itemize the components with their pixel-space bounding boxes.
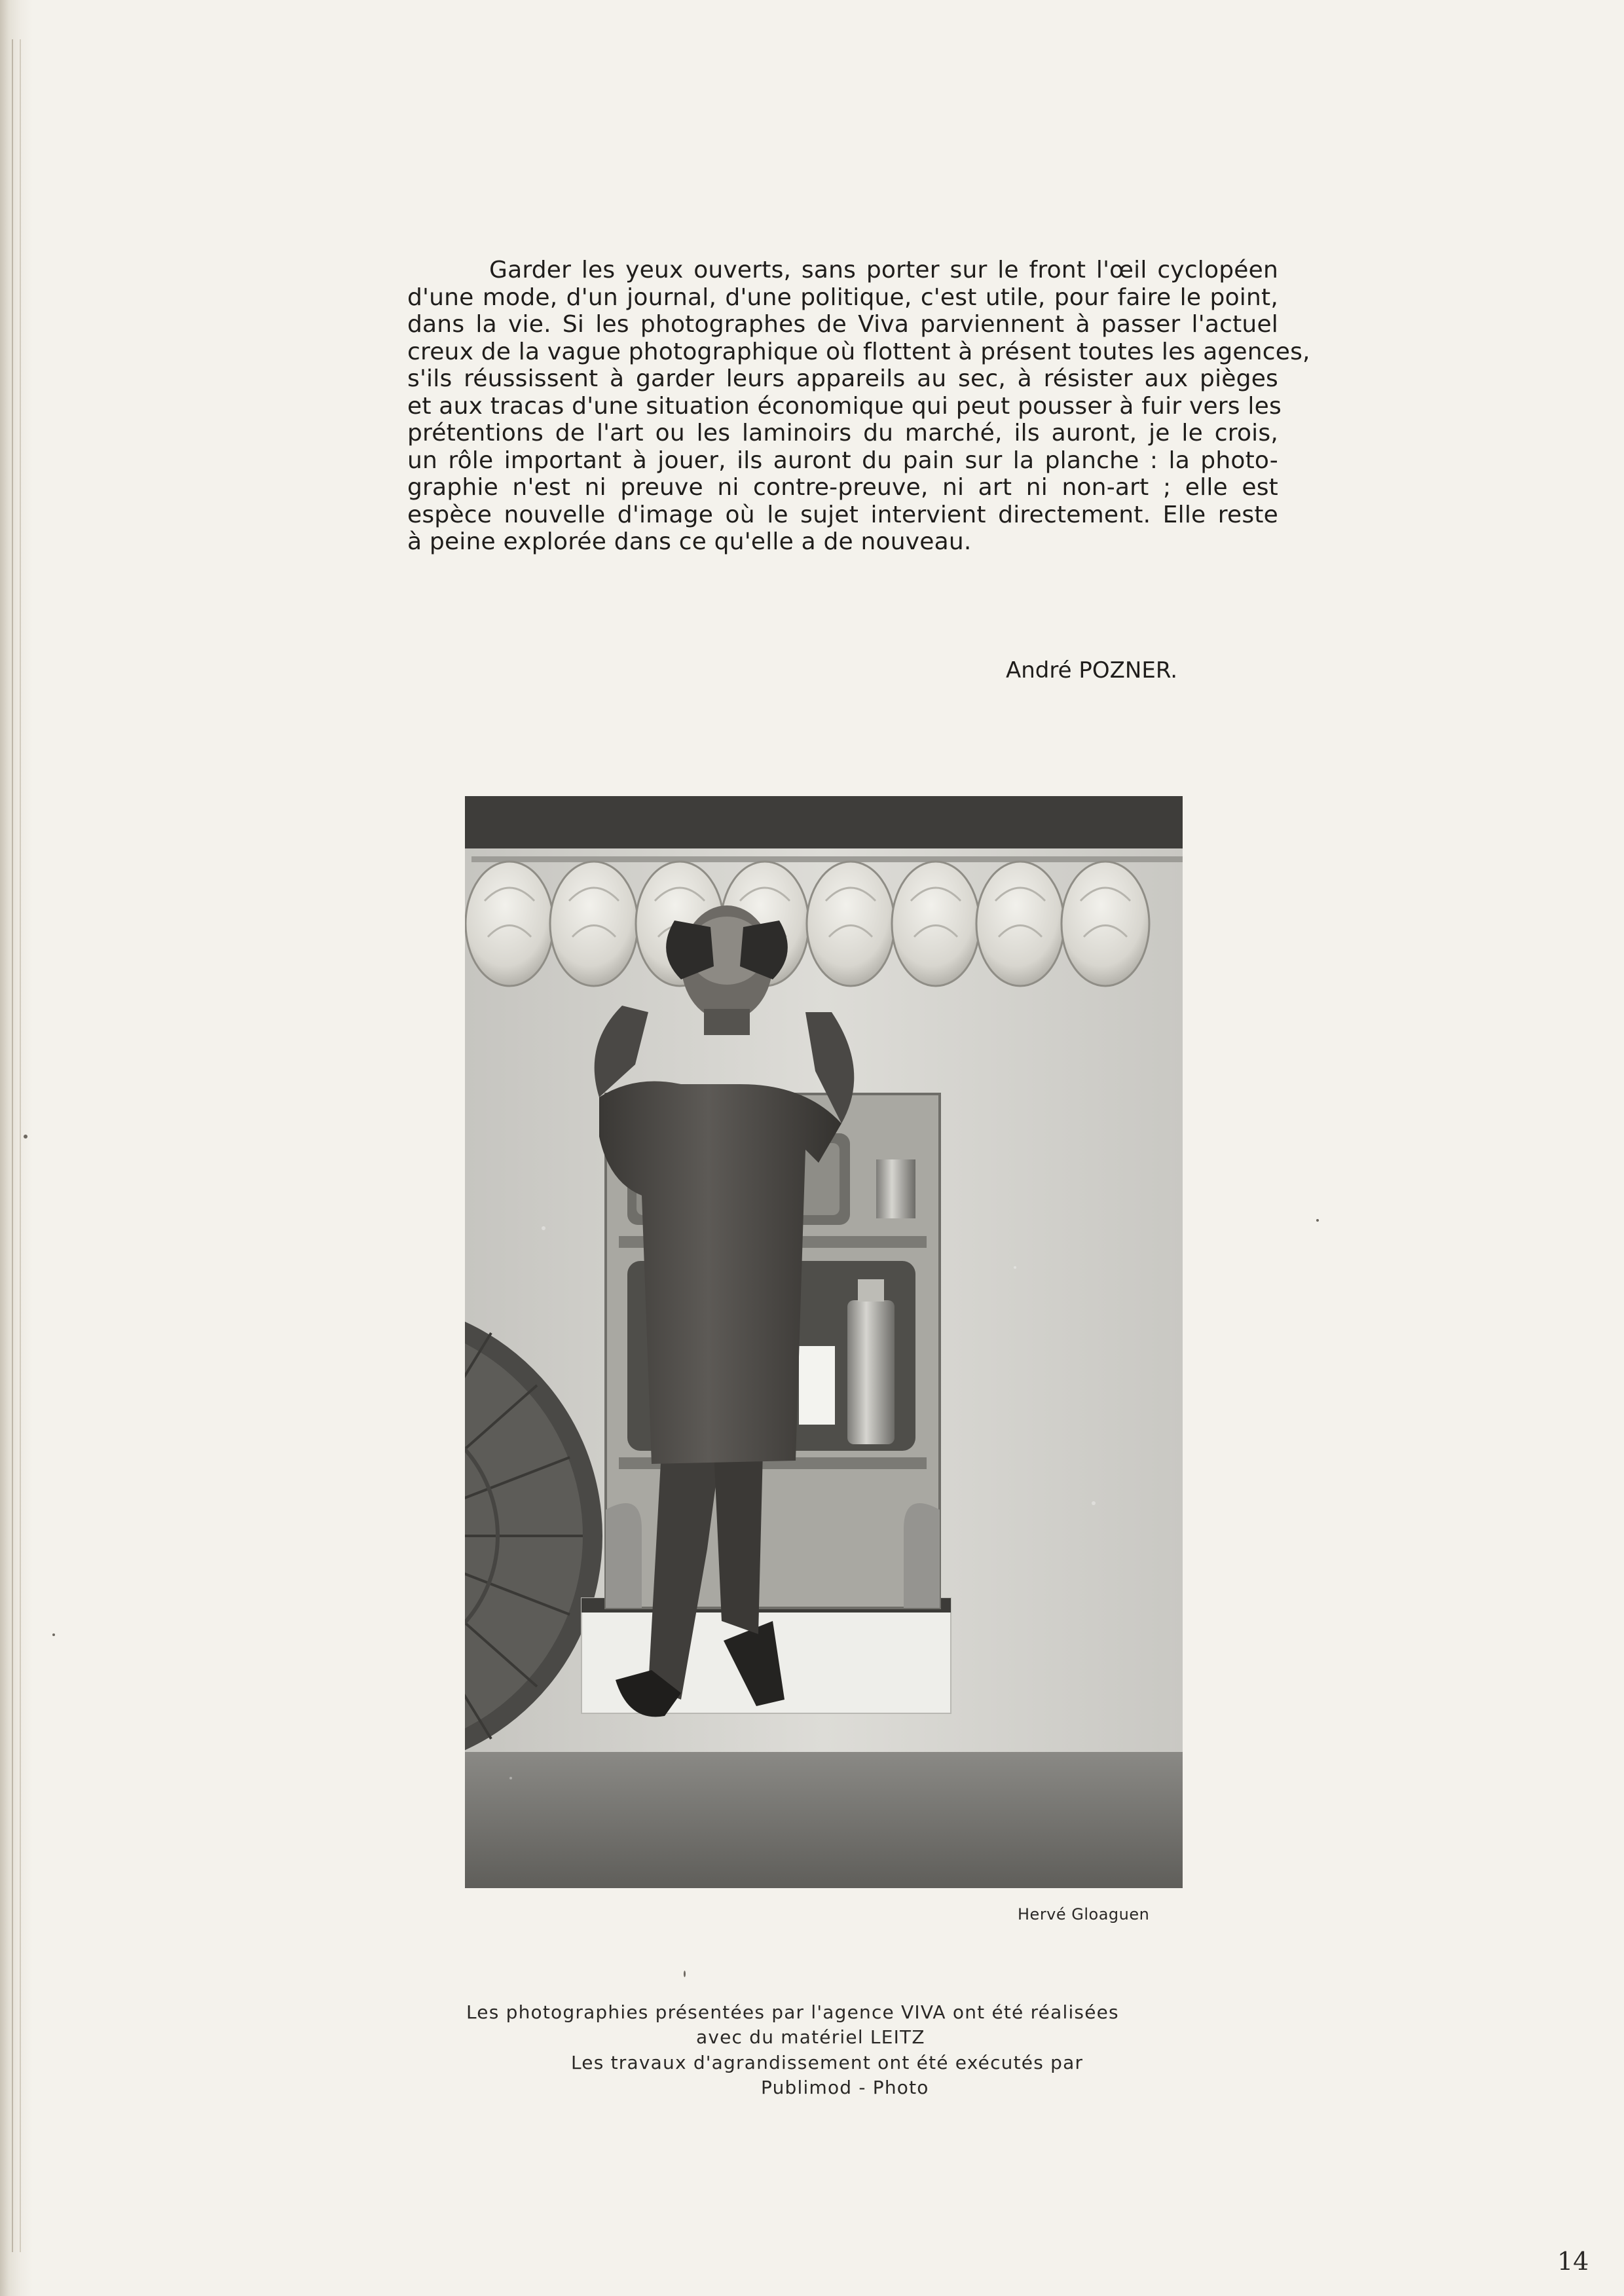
- paragraph-line: Garder les yeux ouverts, sans porter sur le front l'œil cyclopéen: [489, 257, 1278, 283]
- paragraph-line: graphie n'est ni preuve ni contre-preuve, ni art ni non-art ; elle est: [407, 474, 1278, 501]
- paper-speck: [1316, 1219, 1319, 1222]
- footnote-line: avec du matériel LEITZ: [696, 2026, 925, 2048]
- page-number: 14: [1557, 2247, 1589, 2276]
- photo-credit: Hervé Gloaguen: [1018, 1905, 1150, 1923]
- paragraph-line: espèce nouvelle d'image où le sujet intervient directement. Elle reste: [407, 501, 1278, 528]
- footnote-line: Les travaux d'agrandissement ont été exécutés par: [571, 2052, 1084, 2073]
- paragraph-line: et aux tracas d'une situation économique qui peut pousser à fuir vers les: [407, 392, 1282, 420]
- paragraph-line: creux de la vague photographique où flottent à présent toutes les agences,: [407, 338, 1310, 365]
- paragraph-line: prétentions de l'art ou les laminoirs du marché, ils auront, je le crois,: [407, 420, 1278, 446]
- paragraph-line: dans la vie. Si les photographes de Viva parviennent à passer l'actuel: [407, 311, 1278, 338]
- paragraph-line: un rôle important à jouer, ils auront du pain sur la planche : la photo-: [407, 446, 1278, 474]
- page-binding-edge: [0, 0, 33, 2296]
- paragraph-line: s'ils réussissent à garder leurs appareils au sec, à résister aux pièges: [407, 365, 1278, 392]
- footnote-line: Publimod - Photo: [761, 2077, 929, 2098]
- paragraph-line: à peine explorée dans ce qu'elle a de nouveau.: [407, 528, 972, 555]
- binding-fold-line: [12, 39, 13, 2252]
- binding-fold-line: [20, 39, 21, 2252]
- author-signature: André POZNER.: [1006, 657, 1178, 683]
- footnote-line: Les photographies présentées par l'agence VIVA ont été réalisées: [466, 2001, 1119, 2023]
- article-paragraph: [407, 257, 1310, 556]
- paper-speck: [684, 1971, 686, 1977]
- paper-speck: [52, 1633, 55, 1636]
- photograph: [465, 796, 1183, 1888]
- paragraph-line: d'une mode, d'un journal, d'une politique, c'est utile, pour faire le point,: [407, 283, 1278, 311]
- paper-speck: [24, 1135, 28, 1139]
